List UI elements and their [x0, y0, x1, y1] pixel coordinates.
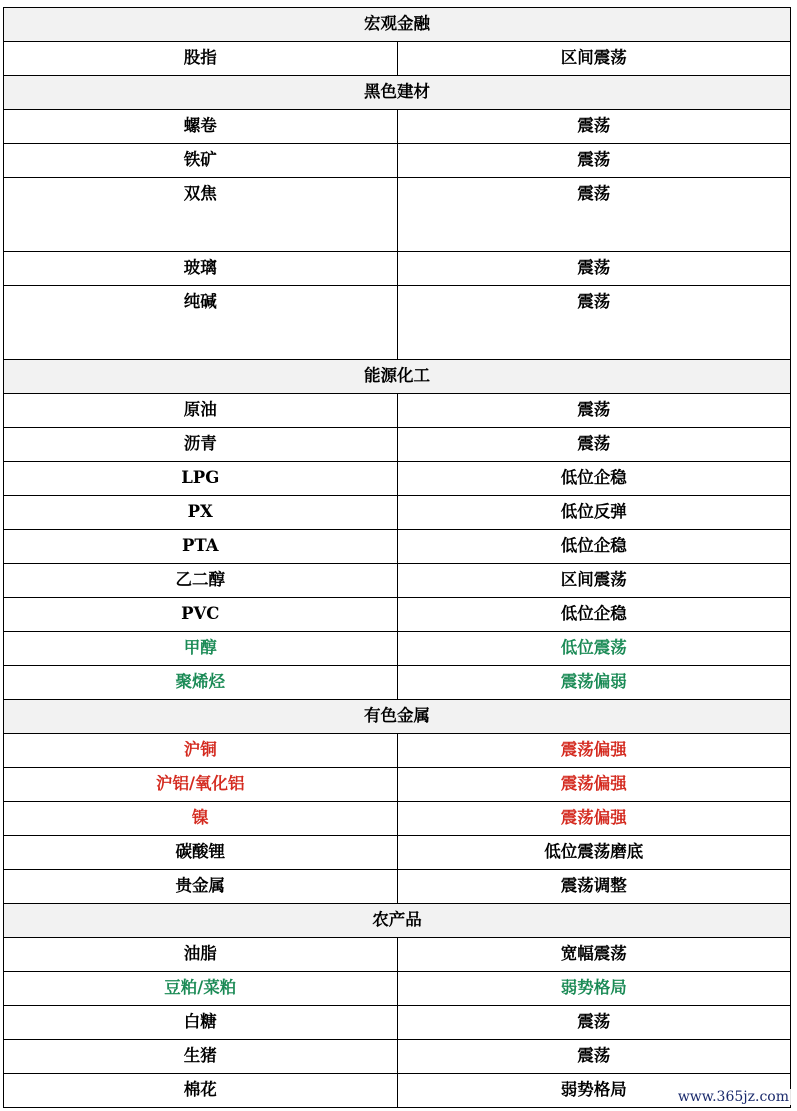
outlook-view: 震荡	[397, 178, 791, 252]
outlook-view: 震荡	[397, 110, 791, 144]
outlook-view: 低位企稳	[397, 462, 791, 496]
table-row	[4, 870, 791, 904]
table-row	[4, 1074, 791, 1108]
market-outlook-table	[3, 7, 791, 1108]
commodity-name: 沥青	[4, 428, 398, 462]
commodity-name: PX	[4, 496, 398, 530]
outlook-view: 震荡	[397, 1006, 791, 1040]
commodity-name: 乙二醇	[4, 564, 398, 598]
table-row	[4, 496, 791, 530]
outlook-view: 震荡偏强	[397, 802, 791, 836]
commodity-name: 甲醇	[4, 632, 398, 666]
outlook-view: 震荡偏强	[397, 734, 791, 768]
commodity-name: 双焦	[4, 178, 398, 252]
section-header-row	[4, 76, 791, 110]
table-body	[4, 8, 791, 1108]
commodity-name: 沪铝/氧化铝	[4, 768, 398, 802]
commodity-name: 聚烯烃	[4, 666, 398, 700]
table-row	[4, 598, 791, 632]
table-row	[4, 972, 791, 1006]
outlook-view: 震荡偏强	[397, 768, 791, 802]
table-row	[4, 666, 791, 700]
table-row	[4, 428, 791, 462]
table-row	[4, 632, 791, 666]
commodity-name: 镍	[4, 802, 398, 836]
outlook-view: 震荡	[397, 252, 791, 286]
section-title: 有色金属	[4, 700, 791, 734]
table-row	[4, 938, 791, 972]
section-title: 黑色建材	[4, 76, 791, 110]
table-row	[4, 1040, 791, 1074]
commodity-name: 玻璃	[4, 252, 398, 286]
table-row	[4, 394, 791, 428]
commodity-name: 贵金属	[4, 870, 398, 904]
section-title: 宏观金融	[4, 8, 791, 42]
section-header-row	[4, 700, 791, 734]
table-row	[4, 178, 791, 252]
table-row	[4, 286, 791, 360]
table-row	[4, 802, 791, 836]
commodity-name: 沪铜	[4, 734, 398, 768]
outlook-view: 低位反弹	[397, 496, 791, 530]
table-row	[4, 734, 791, 768]
commodity-name: PTA	[4, 530, 398, 564]
outlook-view: 低位企稳	[397, 598, 791, 632]
section-header-row	[4, 360, 791, 394]
outlook-view: 宽幅震荡	[397, 938, 791, 972]
outlook-view: 低位震荡	[397, 632, 791, 666]
commodity-name: 生猪	[4, 1040, 398, 1074]
commodity-name: 白糖	[4, 1006, 398, 1040]
section-header-row	[4, 904, 791, 938]
commodity-name: 棉花	[4, 1074, 398, 1108]
commodity-name: 股指	[4, 42, 398, 76]
section-title: 能源化工	[4, 360, 791, 394]
section-header-row	[4, 8, 791, 42]
outlook-view: 震荡	[397, 394, 791, 428]
outlook-view: 弱势格局	[397, 972, 791, 1006]
table-row	[4, 564, 791, 598]
table-row	[4, 42, 791, 76]
commodity-name: 螺卷	[4, 110, 398, 144]
commodity-name: 原油	[4, 394, 398, 428]
commodity-name: 油脂	[4, 938, 398, 972]
commodity-name: 豆粕/菜粕	[4, 972, 398, 1006]
outlook-view: 震荡	[397, 1040, 791, 1074]
table-row	[4, 836, 791, 870]
table-row	[4, 530, 791, 564]
table-row	[4, 1006, 791, 1040]
table-row	[4, 768, 791, 802]
section-title: 农产品	[4, 904, 791, 938]
outlook-view: 低位企稳	[397, 530, 791, 564]
outlook-view: 震荡偏弱	[397, 666, 791, 700]
outlook-view: 震荡调整	[397, 870, 791, 904]
commodity-name: 铁矿	[4, 144, 398, 178]
commodity-name: 碳酸锂	[4, 836, 398, 870]
table-row	[4, 110, 791, 144]
table-row	[4, 144, 791, 178]
table-row	[4, 462, 791, 496]
outlook-view: 震荡	[397, 428, 791, 462]
table-row	[4, 252, 791, 286]
outlook-view: 区间震荡	[397, 42, 791, 76]
outlook-view: 弱势格局	[397, 1074, 791, 1108]
outlook-view: 低位震荡磨底	[397, 836, 791, 870]
outlook-view: 区间震荡	[397, 564, 791, 598]
outlook-view: 震荡	[397, 286, 791, 360]
commodity-name: 纯碱	[4, 286, 398, 360]
site-watermark: www.365jz.com	[677, 1089, 789, 1105]
commodity-name: PVC	[4, 598, 398, 632]
outlook-view: 震荡	[397, 144, 791, 178]
commodity-name: LPG	[4, 462, 398, 496]
